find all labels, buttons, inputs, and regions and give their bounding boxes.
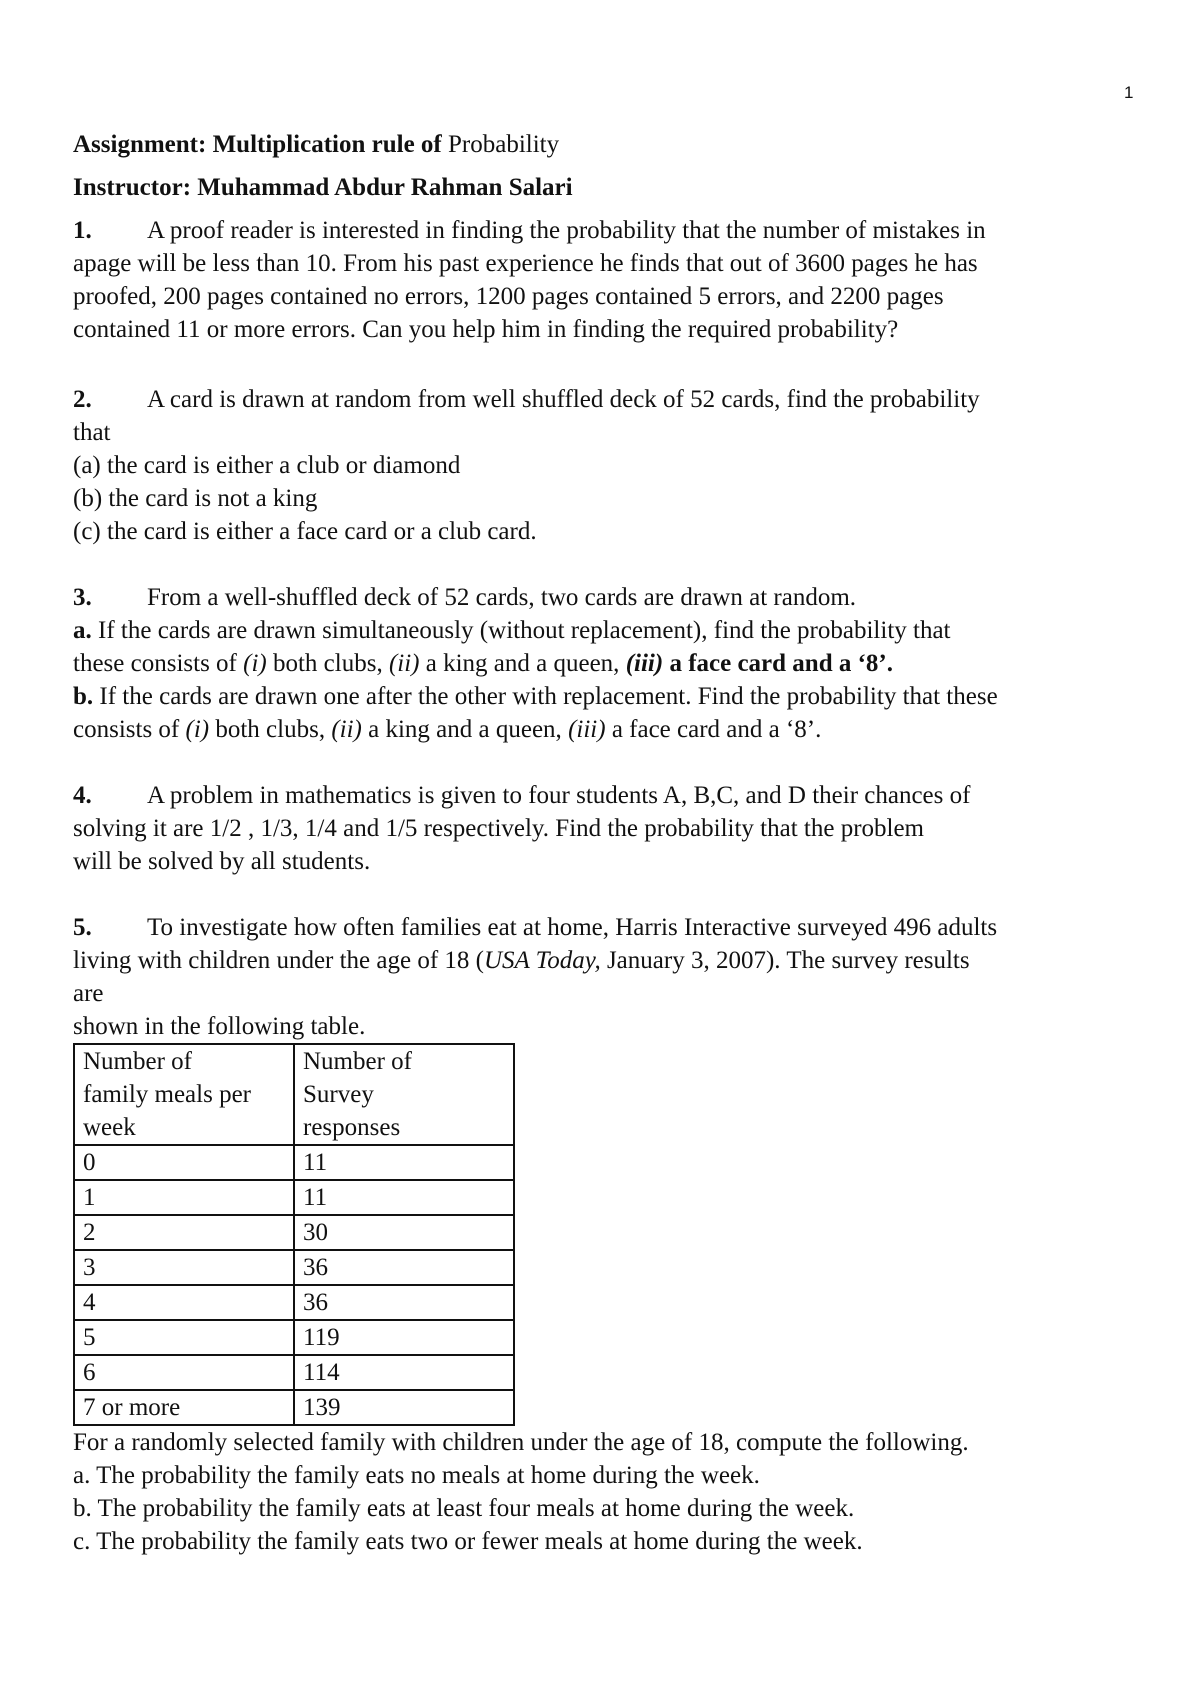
q2-part-c: (c) the card is either a face card or a club card. xyxy=(73,518,537,545)
header-text: Number of xyxy=(303,1048,412,1075)
header-text: responses xyxy=(303,1114,401,1141)
roman-ii: (ii) xyxy=(388,650,420,677)
q5-part-c: c. The probability the family eats two or fewer meals at home during the week. xyxy=(73,1528,863,1555)
q1-line xyxy=(73,214,1133,247)
q3-text: a face card and a ‘8’. xyxy=(669,650,894,677)
q3-part-a-line2 xyxy=(73,647,1133,680)
q5-line: shown in the following table. xyxy=(73,1013,366,1040)
q1-text: A proof reader is interested in finding the probability that the number of mistakes in xyxy=(147,217,986,244)
table-cell: 36 xyxy=(294,1285,514,1320)
table-cell: 4 xyxy=(74,1285,294,1320)
q5-part-a: a. The probability the family eats no meals at home during the week. xyxy=(73,1462,760,1489)
q3-part-a xyxy=(73,614,1133,647)
table-cell: 3 xyxy=(74,1250,294,1285)
table-header-row xyxy=(74,1044,514,1145)
table-cell: 7 or more xyxy=(74,1390,294,1425)
table-cell: 30 xyxy=(294,1215,514,1250)
header-text: family meals per xyxy=(83,1081,251,1108)
instructor-line: Instructor: Muhammad Abdur Rahman Salari xyxy=(73,174,573,201)
table-row xyxy=(74,1285,514,1320)
table-cell: 5 xyxy=(74,1320,294,1355)
q3-text: both clubs, xyxy=(272,650,383,677)
table-header-cell xyxy=(74,1044,294,1145)
table-row xyxy=(74,1250,514,1285)
q4-text: A problem in mathematics is given to four students A, B,C, and D their chances of xyxy=(147,782,971,809)
table-cell: 0 xyxy=(74,1145,294,1180)
header-text: Survey xyxy=(303,1081,374,1108)
table-cell: 1 xyxy=(74,1180,294,1215)
q2-text: A card is drawn at random from well shuffled deck of 52 cards, find the probability xyxy=(147,386,980,413)
q3-part-b-line2 xyxy=(73,713,1133,746)
table-header-cell xyxy=(294,1044,514,1145)
table-row xyxy=(74,1215,514,1250)
question-3 xyxy=(73,581,1133,746)
q4-line: solving it are 1/2 , 1/3, 1/4 and 1/5 respectively. Find the probability that the problem xyxy=(73,815,925,842)
question-number: 1. xyxy=(73,217,92,244)
q5-line xyxy=(73,911,1133,944)
q5-text: January 3, 2007). The survey results xyxy=(600,947,970,974)
table-cell: 119 xyxy=(294,1320,514,1355)
page-number: 1 xyxy=(1124,83,1134,102)
question-number: 4. xyxy=(73,782,92,809)
part-label: a. xyxy=(73,617,92,644)
q5-line: are xyxy=(73,980,104,1007)
q5-after-line: For a randomly selected family with children under the age of 18, compute the following. xyxy=(73,1429,969,1456)
table-cell: 6 xyxy=(74,1355,294,1390)
question-4 xyxy=(73,779,1133,878)
table-row xyxy=(74,1320,514,1355)
table-cell: 36 xyxy=(294,1250,514,1285)
table-row xyxy=(74,1390,514,1425)
question-number: 2. xyxy=(73,386,92,413)
q3-part-b-text: If the cards are drawn one after the other with replacement. Find the probability that these xyxy=(99,683,998,710)
question-2 xyxy=(73,383,1133,548)
table-cell: 114 xyxy=(294,1355,514,1390)
q3-text: both clubs, xyxy=(215,716,326,743)
q1-line: contained 11 or more errors. Can you help him in finding the required probability? xyxy=(73,316,899,343)
q3-part-a-text: If the cards are drawn simultaneously (without replacement), find the probability that xyxy=(98,617,951,644)
question-5 xyxy=(73,911,1133,1558)
q5-part-b: b. The probability the family eats at least four meals at home during the week. xyxy=(73,1495,855,1522)
assignment-title-rest: Probability xyxy=(448,131,560,158)
q3-text: From a well-shuffled deck of 52 cards, two cards are drawn at random. xyxy=(147,584,857,611)
q5-text: To investigate how often families eat at home, Harris Interactive surveyed 496 adults xyxy=(147,914,998,941)
question-1 xyxy=(73,214,1133,346)
header-text: Number of xyxy=(83,1048,192,1075)
table-cell: 11 xyxy=(294,1180,514,1215)
q3-text: a king and a queen, xyxy=(425,650,620,677)
table-row xyxy=(74,1145,514,1180)
q3-line xyxy=(73,581,1133,614)
q1-line: proofed, 200 pages contained no errors, 1200 pages contained 5 errors, and 2200 pages xyxy=(73,283,944,310)
table-row xyxy=(74,1355,514,1390)
table-row xyxy=(74,1180,514,1215)
question-number: 5. xyxy=(73,914,92,941)
table-cell: 11 xyxy=(294,1145,514,1180)
question-number: 3. xyxy=(73,584,92,611)
q3-text: a king and a queen, xyxy=(368,716,562,743)
assignment-title xyxy=(73,128,1133,161)
header-text: week xyxy=(83,1114,136,1141)
q5-text: living with children under the age of 18 ( xyxy=(73,947,484,974)
q2-part-a: (a) the card is either a club or diamond xyxy=(73,452,461,479)
table-cell: 139 xyxy=(294,1390,514,1425)
q1-line: apage will be less than 10. From his past experience he finds that out of 3600 pages he has xyxy=(73,250,978,277)
q3-text: a face card and a ‘8’. xyxy=(611,716,822,743)
part-label: b. xyxy=(73,683,94,710)
q4-line: will be solved by all students. xyxy=(73,848,371,875)
roman-iii: (iii) xyxy=(568,716,606,743)
roman-i: (i) xyxy=(185,716,210,743)
q5-line xyxy=(73,944,1133,977)
roman-i: (i) xyxy=(243,650,267,677)
roman-iii: (iii) xyxy=(625,650,664,677)
q3-part-b xyxy=(73,680,1133,713)
q2-line xyxy=(73,383,1133,416)
assignment-title-bold: Assignment: Multiplication rule of xyxy=(73,131,442,158)
roman-ii: (ii) xyxy=(331,716,362,743)
q4-line xyxy=(73,779,1133,812)
q2-line: that xyxy=(73,419,111,446)
q3-text: these consists of xyxy=(73,650,237,677)
meals-table xyxy=(73,1043,515,1426)
q3-text: consists of xyxy=(73,716,180,743)
q2-part-b: (b) the card is not a king xyxy=(73,485,318,512)
document-body xyxy=(73,128,1133,1558)
table-cell: 2 xyxy=(74,1215,294,1250)
source-name: USA Today, xyxy=(484,947,601,974)
